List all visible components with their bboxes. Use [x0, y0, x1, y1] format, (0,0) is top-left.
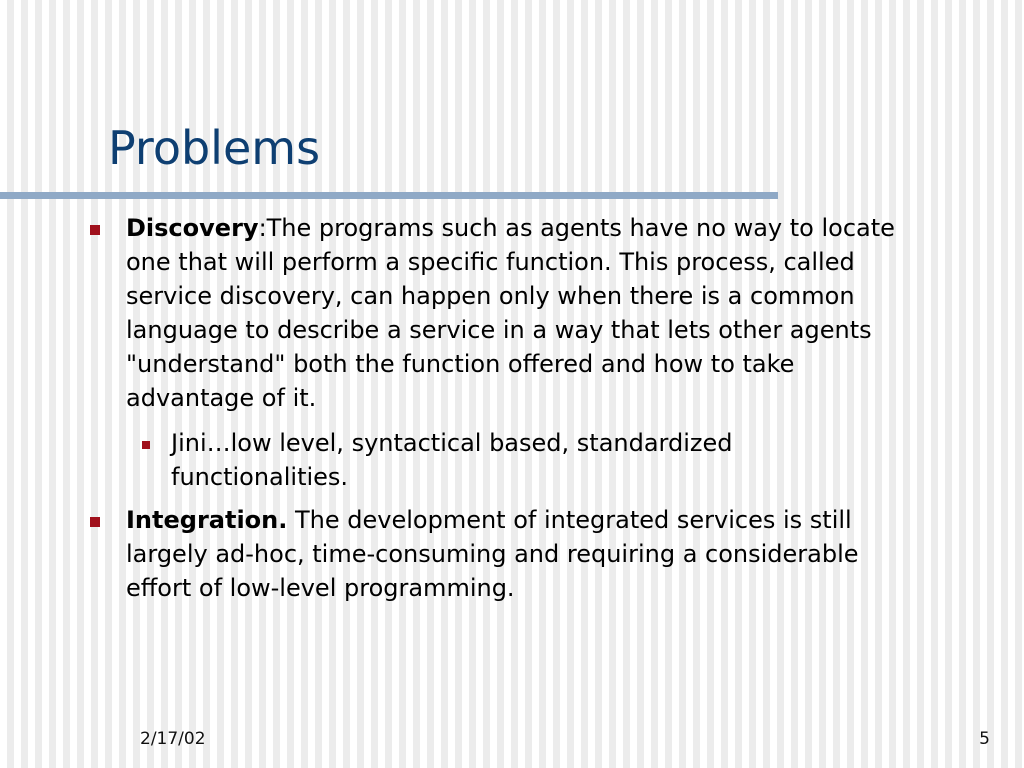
square-bullet-icon: [142, 441, 150, 449]
footer-date: 2/17/02: [140, 729, 206, 749]
sub-bullet-text: Jini…low level, syntactical based, standardized functionalities.: [171, 429, 733, 491]
square-bullet-icon: [90, 517, 100, 527]
bullet-discovery: [126, 211, 916, 415]
bullet-text: :The programs such as agents have no way to locate one that will perform a specific function. This process, called service discovery, can happen only when there is a common language to describe a service in a way that lets other agents "understand" both the function offered and how to take advantage of it.: [126, 214, 895, 412]
slide-title: Problems: [108, 121, 321, 175]
bullet-text: The development of integrated services is still largely ad-hoc, time-consuming and requiring a considerable effort of low-level programming.: [126, 506, 859, 602]
title-divider: [0, 192, 778, 199]
bullet-integration: [126, 503, 916, 605]
sub-bullet-jini: [171, 426, 871, 494]
bullet-heading: Integration.: [126, 506, 288, 534]
bullet-heading: Discovery: [126, 214, 259, 242]
slide-body: [0, 211, 1024, 605]
square-bullet-icon: [90, 225, 100, 235]
page-number: 5: [979, 729, 990, 749]
